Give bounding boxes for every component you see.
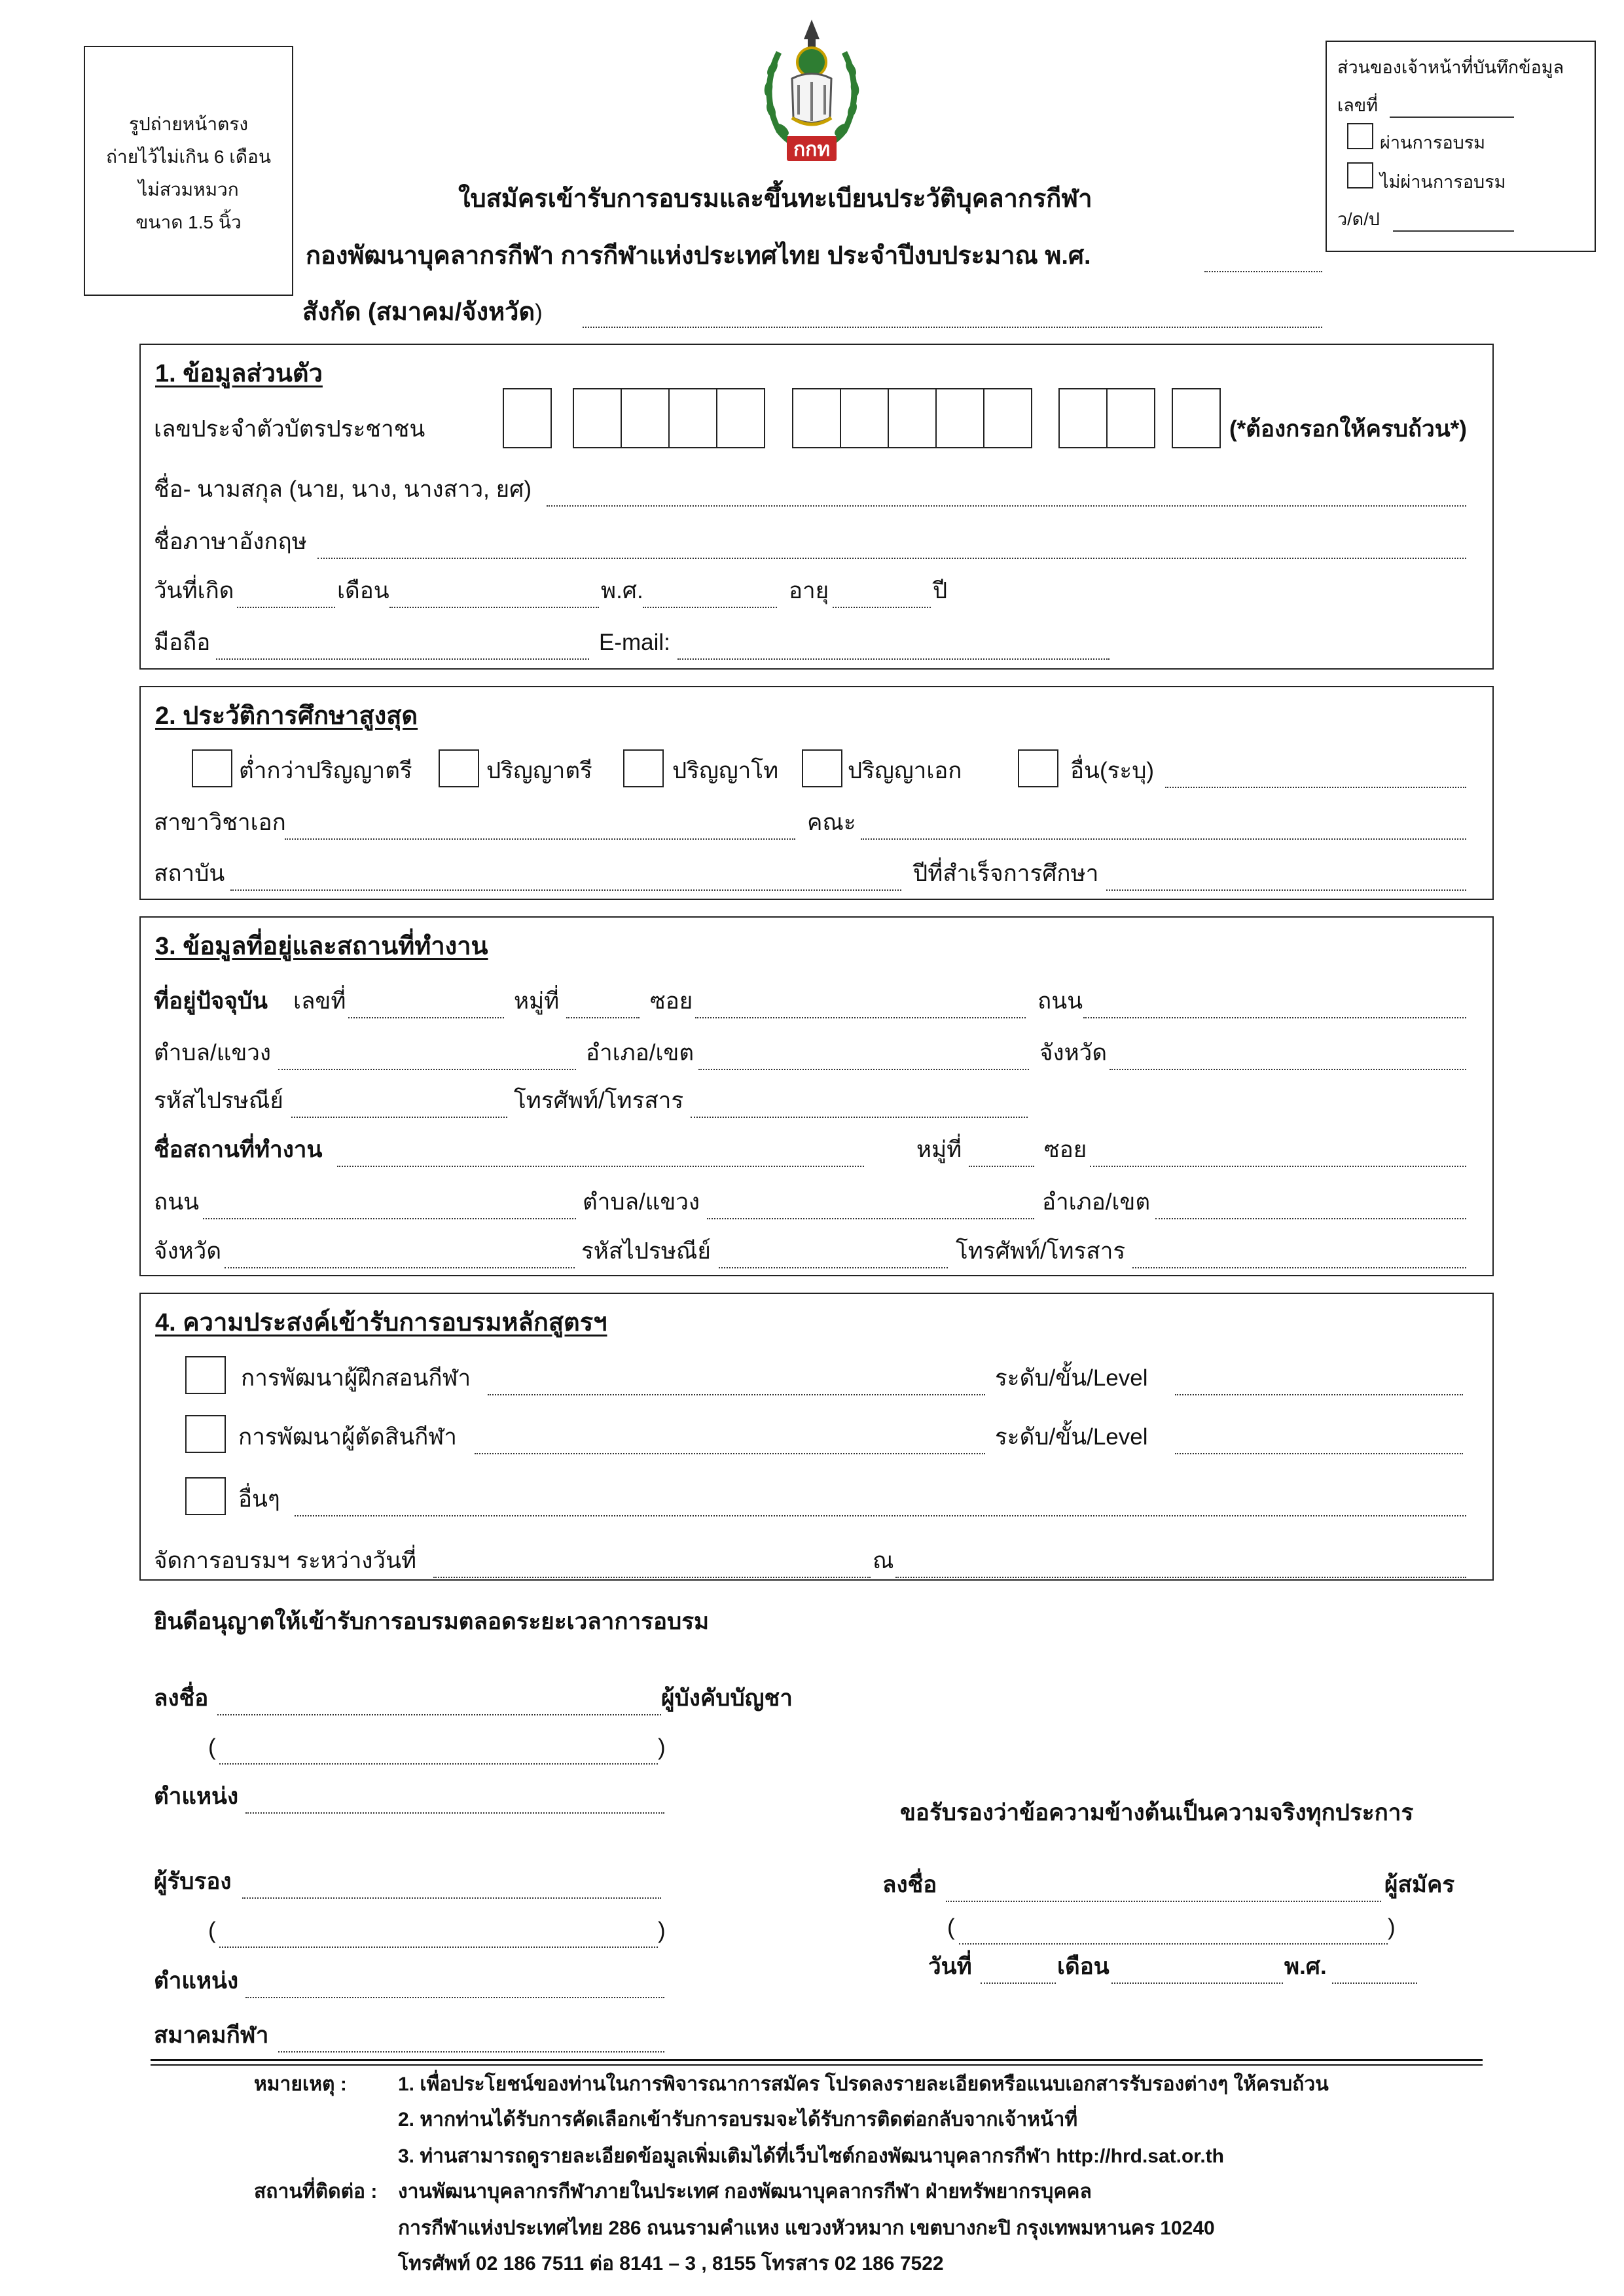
postcode-field[interactable]	[291, 1094, 507, 1118]
referee-level-field[interactable]	[1175, 1431, 1463, 1454]
section-training-title: 4. ความประสงค์เข้ารับการอบรมหลักสูตรฯ	[155, 1309, 607, 1336]
section-address-title: 3. ข้อมูลที่อยู่และสถานที่ทำงาน	[155, 933, 488, 960]
phone-fax-label: โทรศัพท์/โทรสาร	[514, 1088, 684, 1113]
coach-course-label: การพัฒนาผู้ฝึกสอนกีฬา	[241, 1365, 471, 1391]
referee-course-checkbox[interactable]	[185, 1415, 226, 1453]
coach-level-label: ระดับ/ขั้น/Level	[995, 1365, 1148, 1391]
work-moo-label: หมู่ที่	[916, 1137, 962, 1162]
referee-course-field[interactable]	[475, 1431, 985, 1454]
full-name-label: ชื่อ- นามสกุล (นาย, นาง, นางสาว, ยศ)	[154, 476, 532, 502]
section-personal-title: 1. ข้อมูลส่วนตัว	[155, 360, 323, 387]
passed-checkbox[interactable]	[1347, 123, 1373, 149]
work-province-field[interactable]	[225, 1245, 575, 1268]
birth-year-label: พ.ศ.	[601, 578, 643, 603]
consent-statement: ยินดีอนุญาตให้เข้ารับการอบรมตลอดระยะเวลาการอบรม	[154, 1609, 710, 1634]
applicant-year-field[interactable]	[1332, 1960, 1417, 1984]
id-digit-box[interactable]	[621, 388, 670, 448]
supervisor-paren-open: (	[208, 1734, 216, 1760]
id-digit-box[interactable]	[792, 388, 841, 448]
footer-note-1: 1. เพื่อประโยชน์ของท่านในการพิจารณาการสมัคร โปรดลงรายละเอียดหรือแนบเอกสารรับรองต่างๆ ให้ครบถ้วน	[398, 2073, 1329, 2095]
photo-line: ถ่ายไว้ไม่เกิน 6 เดือน	[106, 147, 271, 167]
id-card-label: เลขประจำตัวบัตรประชาชน	[154, 416, 425, 442]
workplace-label: ชื่อสถานที่ทำงาน	[154, 1137, 323, 1162]
birth-day-label: วันที่เกิด	[154, 578, 234, 603]
footer-contact-line-3: โทรศัพท์ 02 186 7511 ต่อ 8141 – 3 , 8155 โทรสาร 02 186 7522	[398, 2253, 944, 2274]
mobile-field[interactable]	[216, 636, 589, 660]
email-field[interactable]	[677, 636, 1110, 660]
current-address-label: ที่อยู่ปัจจุบัน	[154, 988, 268, 1014]
work-moo-field[interactable]	[969, 1143, 1034, 1167]
failed-checkbox[interactable]	[1347, 162, 1373, 188]
work-province-label: จังหวัด	[154, 1238, 222, 1264]
referee-course-label: การพัฒนาผู้ตัดสินกีฬา	[238, 1424, 457, 1450]
institution-field[interactable]	[230, 867, 901, 891]
moo-label: หมู่ที่	[514, 988, 560, 1014]
sat-logo	[753, 13, 871, 170]
email-label: E-mail:	[599, 630, 670, 655]
id-digit-box[interactable]	[888, 388, 937, 448]
footer-contact-line-1: งานพัฒนาบุคลากรกีฬาภายในประเทศ กองพัฒนาบุคลากรกีฬา ฝ่ายทรัพยากรบุคคล	[398, 2181, 1092, 2202]
other-course-checkbox[interactable]	[185, 1477, 226, 1515]
certifier-paren-open: (	[208, 1918, 216, 1943]
applicant-paren-close: )	[1388, 1914, 1396, 1940]
faculty-label: คณะ	[807, 810, 856, 835]
association-label: สมาคมกีฬา	[154, 2022, 269, 2048]
applicant-date-label: วันที่	[928, 1954, 972, 1979]
edu-master-label: ปริญญาโท	[672, 758, 779, 783]
edu-other-label: อื่น(ระบุ)	[1070, 758, 1155, 783]
applicant-paren-open: (	[947, 1914, 955, 1940]
applicant-name-field[interactable]	[959, 1921, 1388, 1945]
applicant-sign-field[interactable]	[946, 1878, 1381, 1902]
applicant-year-label: พ.ศ.	[1284, 1954, 1327, 1979]
faculty-field[interactable]	[861, 816, 1466, 840]
institution-label: สถาบัน	[154, 861, 225, 886]
edu-bachelor-label: ปริญญาตรี	[486, 758, 592, 783]
work-phone-fax-label: โทรศัพท์/โทรสาร	[956, 1238, 1126, 1264]
form-title: ใบสมัครเข้ารับการอบรมและขึ้นทะเบียนประวัติบุคลากรกีฬา	[458, 185, 1092, 213]
affiliation-field[interactable]	[583, 304, 1322, 328]
postcode-label: รหัสไปรษณีย์	[154, 1088, 283, 1113]
applicant-declaration: ขอรับรองว่าข้อความข้างต้นเป็นความจริงทุกประการ	[900, 1800, 1414, 1825]
certifier-position-field[interactable]	[245, 1975, 664, 1998]
english-name-field[interactable]	[317, 535, 1466, 559]
edu-doctorate-label: ปริญญาเอก	[848, 758, 962, 783]
birth-day-field[interactable]	[237, 584, 335, 608]
form-subtitle: กองพัฒนาบุคลากรกีฬา การกีฬาแห่งประเทศไทย ประจำปีงบประมาณ พ.ศ.	[306, 242, 1091, 270]
section-education-title: 2. ประวัติการศึกษาสูงสุด	[155, 702, 418, 730]
work-subdistrict-label: ตำบล/แขวง	[583, 1189, 700, 1215]
edu-bachelor-checkbox[interactable]	[439, 749, 479, 787]
work-phone-fax-field[interactable]	[1132, 1245, 1466, 1268]
logo-lettering: กกท	[793, 139, 831, 160]
birth-year-field[interactable]	[643, 584, 777, 608]
staff-date-label: ว/ด/ป	[1337, 209, 1380, 229]
district-field[interactable]	[698, 1047, 1029, 1070]
applicant-month-label: เดือน	[1057, 1954, 1110, 1979]
certifier-position-label: ตำแหน่ง	[154, 1968, 239, 1994]
road-label: ถนน	[1038, 988, 1083, 1014]
other-course-field[interactable]	[295, 1493, 1466, 1516]
photo-instructions	[84, 108, 293, 239]
id-digit-box[interactable]	[1058, 388, 1108, 448]
coach-course-field[interactable]	[488, 1372, 985, 1395]
supervisor-role-label: ผู้บังคับบัญชา	[661, 1685, 793, 1711]
district-label: อำเภอ/เขต	[586, 1040, 695, 1066]
footer-note-2: 2. หากท่านได้รับการคัดเลือกเข้ารับการอบรมจะได้รับการติดต่อกลับจากเจ้าหน้าที่	[398, 2109, 1078, 2130]
work-district-label: อำเภอ/เขต	[1042, 1189, 1151, 1215]
training-period-label: จัดการอบรมฯ ระหว่างวันที่	[154, 1548, 417, 1573]
province-field[interactable]	[1110, 1047, 1466, 1070]
id-digit-box[interactable]	[1106, 388, 1155, 448]
passed-label: ผ่านการอบรม	[1380, 133, 1486, 152]
supervisor-paren-close: )	[658, 1734, 666, 1760]
affiliation-close: )	[535, 300, 543, 325]
certifier-paren-close: )	[658, 1918, 666, 1943]
age-label: อายุ	[789, 578, 829, 603]
certifier-field[interactable]	[242, 1875, 661, 1899]
footer-contact-label: สถานที่ติดต่อ :	[254, 2181, 378, 2202]
id-digit-box[interactable]	[1172, 388, 1221, 448]
id-card-note: (*ต้องกรอกให้ครบถ้วน*)	[1229, 416, 1467, 442]
work-soi-field[interactable]	[1090, 1143, 1466, 1167]
moo-field[interactable]	[566, 995, 640, 1018]
training-venue-label: ณ	[873, 1548, 894, 1573]
id-digit-box[interactable]	[983, 388, 1032, 448]
phone-fax-field[interactable]	[691, 1094, 1028, 1118]
applicant-role-label: ผู้สมัคร	[1384, 1872, 1455, 1897]
work-postcode-field[interactable]	[719, 1245, 948, 1268]
affiliation-label	[302, 300, 543, 325]
footer-divider	[151, 2059, 1483, 2066]
birth-month-label: เดือน	[337, 578, 389, 603]
affiliation-label-text: สังกัด (สมาคม/จังหวัด	[302, 298, 535, 326]
age-field[interactable]	[833, 584, 931, 608]
work-soi-label: ซอย	[1044, 1137, 1087, 1162]
training-period-field[interactable]	[433, 1554, 871, 1578]
certifier-name-field[interactable]	[219, 1924, 658, 1948]
workplace-field[interactable]	[337, 1143, 864, 1167]
footer-note-label: หมายเหตุ :	[254, 2073, 347, 2095]
edu-below-bachelor-label: ต่ำกว่าปริญญาตรี	[239, 758, 412, 783]
footer-contact-line-2: การกีฬาแห่งประเทศไทย 286 ถนนรามคำแหง แขวงหัวหมาก เขตบางกะปิ กรุงเทพมหานคร 10240	[398, 2217, 1215, 2239]
major-field[interactable]	[285, 816, 795, 840]
edu-other-checkbox[interactable]	[1018, 749, 1058, 787]
subdistrict-label: ตำบล/แขวง	[154, 1040, 271, 1066]
id-digit-box[interactable]	[668, 388, 717, 448]
work-postcode-label: รหัสไปรษณีย์	[581, 1238, 711, 1264]
staff-number-field[interactable]	[1390, 97, 1514, 118]
id-digit-box[interactable]	[935, 388, 984, 448]
applicant-day-field[interactable]	[981, 1960, 1056, 1984]
association-field[interactable]	[278, 2029, 664, 2053]
graduation-year-label: ปีที่สำเร็จการศึกษา	[913, 861, 1099, 886]
house-number-field[interactable]	[348, 995, 504, 1018]
coach-level-field[interactable]	[1175, 1372, 1463, 1395]
work-district-field[interactable]	[1155, 1196, 1466, 1219]
applicant-sign-label: ลงชื่อ	[882, 1872, 937, 1897]
edu-below-bachelor-checkbox[interactable]	[192, 749, 232, 787]
supervisor-position-field[interactable]	[245, 1790, 664, 1814]
coach-course-checkbox[interactable]	[185, 1356, 226, 1394]
birth-month-field[interactable]	[389, 584, 599, 608]
subdistrict-field[interactable]	[278, 1047, 576, 1070]
work-road-field[interactable]	[203, 1196, 576, 1219]
soi-label: ซอย	[650, 988, 693, 1014]
supervisor-sign-label: ลงชื่อ	[154, 1685, 209, 1711]
photo-line: ไม่สวมหมวก	[138, 179, 239, 200]
staff-date-field[interactable]	[1393, 211, 1514, 232]
major-label: สาขาวิชาเอก	[154, 810, 286, 835]
referee-level-label: ระดับ/ขั้น/Level	[995, 1424, 1148, 1450]
supervisor-name-field[interactable]	[219, 1741, 658, 1765]
age-unit: ปี	[933, 578, 948, 603]
id-digit-box[interactable]	[840, 388, 889, 448]
staff-box-title: ส่วนของเจ้าหน้าที่บันทึกข้อมูล	[1337, 58, 1564, 77]
road-field[interactable]	[1083, 995, 1466, 1018]
fiscal-year-field[interactable]	[1204, 249, 1322, 272]
work-subdistrict-field[interactable]	[707, 1196, 1034, 1219]
staff-number-label: เลขที่	[1337, 96, 1379, 115]
id-digit-box[interactable]	[573, 388, 622, 448]
supervisor-sign-field[interactable]	[217, 1692, 661, 1715]
work-road-label: ถนน	[154, 1189, 200, 1215]
photo-line: ขนาด 1.5 นิ้ว	[135, 212, 242, 232]
applicant-month-field[interactable]	[1111, 1960, 1283, 1984]
edu-doctorate-checkbox[interactable]	[802, 749, 842, 787]
other-course-label: อื่นๆ	[238, 1486, 280, 1512]
photo-line: รูปถ่ายหน้าตรง	[128, 114, 249, 134]
certifier-label: ผู้รับรอง	[154, 1869, 232, 1894]
supervisor-position-label: ตำแหน่ง	[154, 1784, 239, 1809]
footer-note-3: 3. ท่านสามารถดูรายละเอียดข้อมูลเพิ่มเติมได้ที่เว็บไซต์กองพัฒนาบุคลากรกีฬา http://hrd.sat.or.th	[398, 2145, 1224, 2167]
edu-other-field[interactable]	[1165, 764, 1466, 788]
mobile-label: มือถือ	[154, 630, 211, 655]
province-label: จังหวัด	[1039, 1040, 1108, 1066]
graduation-year-field[interactable]	[1106, 867, 1466, 891]
soi-field[interactable]	[695, 995, 1026, 1018]
english-name-label: ชื่อภาษาอังกฤษ	[154, 529, 307, 554]
edu-master-checkbox[interactable]	[623, 749, 664, 787]
house-number-label: เลขที่	[293, 988, 346, 1014]
id-digit-box[interactable]	[503, 388, 552, 448]
failed-label: ไม่ผ่านการอบรม	[1380, 172, 1506, 192]
training-venue-field[interactable]	[895, 1554, 1466, 1578]
id-digit-box[interactable]	[716, 388, 765, 448]
full-name-field[interactable]	[547, 483, 1466, 507]
